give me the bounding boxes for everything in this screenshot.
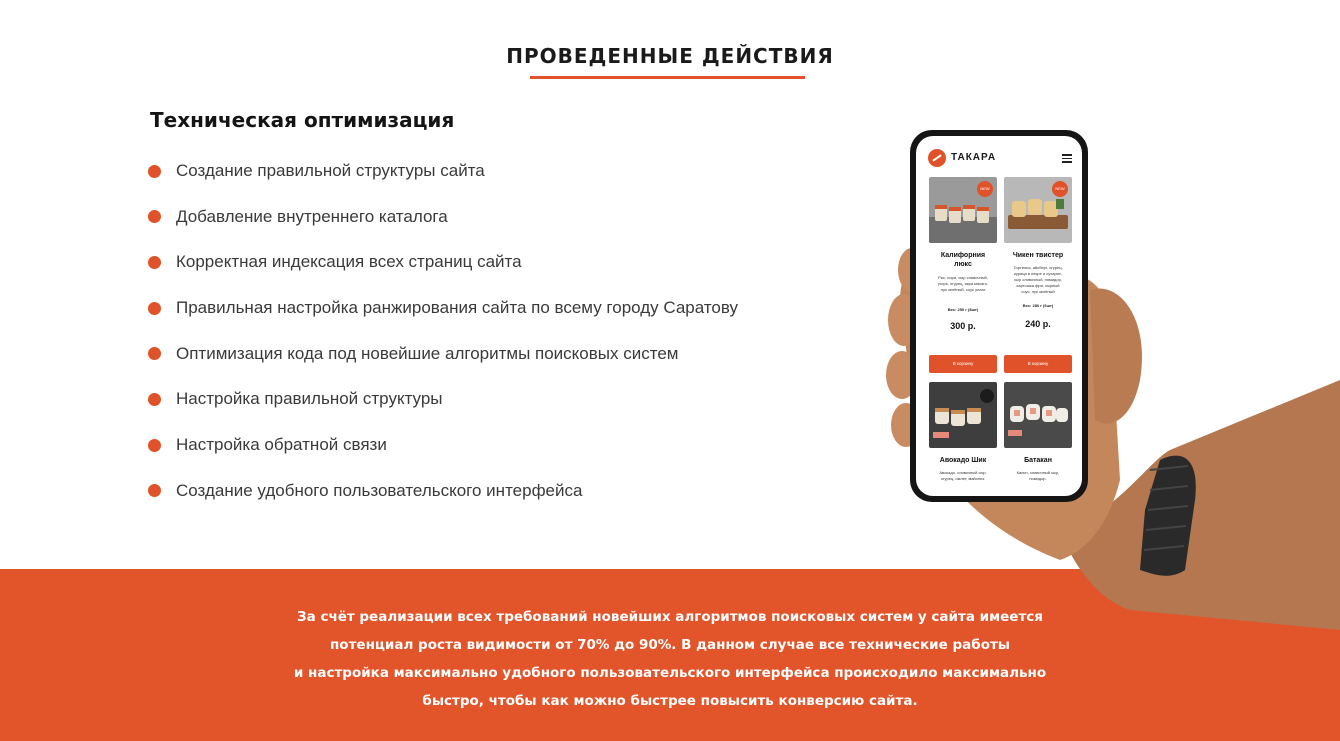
bullet-icon: [148, 484, 161, 497]
list-item: [148, 251, 738, 273]
bullet-icon: [148, 439, 161, 452]
list-item-text: Оптимизация кода под новейшие алгоритмы поисковых систем: [176, 343, 679, 363]
product-image: [929, 177, 997, 243]
hamburger-menu-icon[interactable]: [1062, 154, 1072, 162]
product-card[interactable]: [1004, 382, 1072, 492]
bullet-icon: [148, 302, 161, 315]
list-item: [148, 388, 738, 410]
product-weight: Вес: 250 г (8шт): [947, 307, 979, 312]
list-item-text: Правильная настройка ранжирования сайта по всему городу Саратову: [176, 298, 739, 318]
list-item-text: Создание правильной структуры сайта: [176, 161, 485, 180]
add-to-cart-button[interactable]: В корзину: [929, 355, 997, 373]
list-item: [148, 480, 738, 502]
list-item: [148, 206, 738, 228]
list-item: [148, 434, 738, 456]
summary-line: и настройка максимально удобного пользовательского интерфейса происходило максимально: [293, 665, 1047, 681]
subtitle: Техническая оптимизация: [150, 108, 455, 132]
bullet-icon: [148, 393, 161, 406]
product-card[interactable]: [1004, 177, 1072, 377]
new-badge: NEW: [977, 181, 993, 197]
list-item-text: Добавление внутреннего каталога: [176, 206, 448, 226]
phone-mockup: [910, 130, 1088, 502]
bullet-icon: [148, 165, 161, 178]
product-name: Авокадо Шик: [939, 457, 987, 464]
list-item-text: Корректная индексация всех страниц сайта: [176, 252, 522, 272]
product-weight: Вес: 280 г (6шт): [1022, 303, 1054, 308]
list-item: [148, 343, 738, 365]
product-image: [1004, 177, 1072, 243]
new-badge: NEW: [1052, 181, 1068, 197]
product-price: 240 р.: [1025, 319, 1051, 329]
product-card[interactable]: [929, 382, 997, 492]
phone-header: [916, 136, 1082, 176]
list-item-text: Настройка правильной структуры: [176, 389, 443, 409]
product-price: 300 р.: [950, 321, 976, 331]
bullet-icon: [148, 347, 161, 360]
phone-screen: [916, 136, 1082, 496]
brand-name: ТАКАРА: [951, 152, 997, 163]
list-item: [148, 160, 738, 182]
list-item-text: Настройка обратной связи: [176, 435, 387, 455]
product-image: [1004, 382, 1072, 448]
product-name: Батакан: [1024, 457, 1052, 464]
actions-list: [148, 160, 738, 526]
add-to-cart-button[interactable]: В корзину: [1004, 355, 1072, 373]
product-description: Авокадо, сливочный сыр, огурец, омлет, майонез.: [939, 470, 987, 481]
title-underline: [530, 76, 805, 79]
list-item: [148, 297, 738, 319]
summary-line: быстро, чтобы как можно быстрее повысить конверсию сайта.: [422, 693, 918, 709]
bullet-icon: [148, 256, 161, 269]
brand-logo-icon: [928, 149, 946, 167]
summary-line: потенциал роста видимости от 70% до 90%. В данном случае все технические работы: [329, 637, 1011, 653]
bullet-icon: [148, 210, 161, 223]
product-image: [929, 382, 997, 448]
list-item-text: Создание удобного пользовательского интерфейса: [176, 480, 583, 500]
product-name: Чикен твистер: [1012, 252, 1064, 259]
product-description: Тортилья, айсберг, огурец, курица в кляре и сухарях, сыр сливочный, помидор, картошка фри, сырный соус, лук зелёный: [1013, 265, 1063, 294]
product-description: Рис, нори, сыр сливочный, угорь, огурец, икра масаго, лук зелёный, соус унаги: [937, 275, 989, 292]
section-title: ПРОВЕДЕННЫЕ ДЕЙСТВИЯ: [506, 44, 834, 68]
product-name: Калифорния люкс: [940, 252, 986, 268]
product-card[interactable]: [929, 177, 997, 377]
product-description: Кансн, сливочный сыр, помидор.: [1016, 470, 1060, 481]
summary-line: За счёт реализации всех требований новейших алгоритмов поисковых систем у сайта имеется: [297, 609, 1043, 625]
